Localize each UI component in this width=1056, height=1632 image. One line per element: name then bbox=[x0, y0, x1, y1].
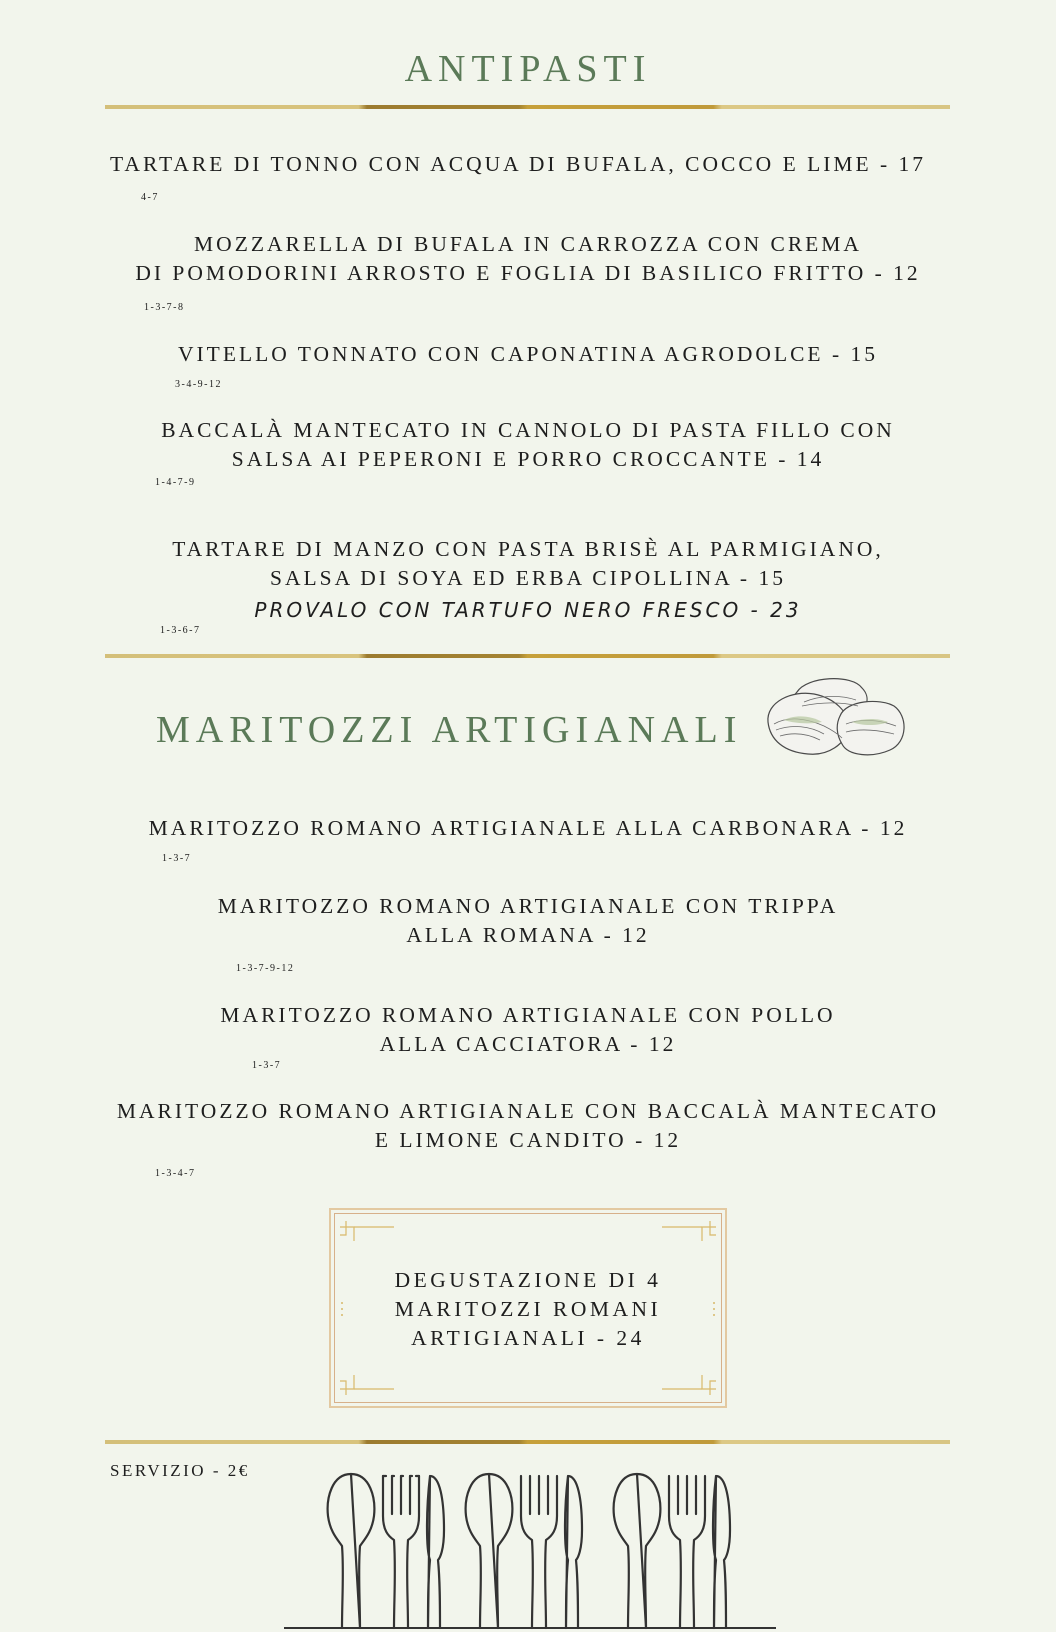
gold-divider bbox=[105, 654, 950, 658]
menu-item-line: DI POMODORINI ARROSTO E FOGLIA DI BASILICO FRITTO - 12 bbox=[135, 261, 921, 285]
allergen-codes: 1-3-4-7 bbox=[155, 1168, 196, 1179]
allergen-codes: 1-3-7-9-12 bbox=[236, 963, 295, 974]
menu-item-line: ALLA CACCIATORA - 12 bbox=[379, 1032, 677, 1056]
menu-item-line: E LIMONE CANDITO - 12 bbox=[374, 1128, 682, 1152]
menu-item-line: SALSA DI SOYA ED ERBA CIPOLLINA - 15 bbox=[270, 566, 786, 590]
allergen-codes: 1-4-7-9 bbox=[155, 477, 196, 488]
menu-item-line: BACCALÀ MANTECATO IN CANNOLO DI PASTA FILLO CON bbox=[161, 418, 895, 442]
menu-item-line: TARTARE DI TONNO CON ACQUA DI BUFALA, COCCO E LIME - 17 bbox=[110, 152, 927, 176]
menu-item-line: MARITOZZO ROMANO ARTIGIANALE CON TRIPPA bbox=[217, 894, 839, 918]
maritozzo-buns-icon bbox=[762, 672, 908, 762]
menu-item-line: TARTARE DI MANZO CON PASTA BRISÈ AL PARMIGIANO, bbox=[172, 537, 884, 561]
allergen-codes: 4-7 bbox=[141, 192, 159, 203]
allergen-codes: 1-3-7 bbox=[252, 1060, 282, 1071]
allergen-codes: 1-3-7-8 bbox=[144, 302, 185, 313]
menu-item-line: MARITOZZO ROMANO ARTIGIANALE CON POLLO bbox=[220, 1003, 836, 1027]
allergen-codes: 1-3-6-7 bbox=[160, 625, 201, 636]
menu-item-line: MARITOZZO ROMANO ARTIGIANALE ALLA CARBONARA - 12 bbox=[148, 816, 908, 840]
cutlery-icon bbox=[280, 1470, 780, 1632]
menu-item-line: MARITOZZO ROMANO ARTIGIANALE CON BACCALÀ MANTECATO bbox=[116, 1099, 940, 1123]
gold-divider bbox=[105, 1440, 950, 1444]
allergen-codes: 1-3-7 bbox=[162, 853, 192, 864]
antipasti-title: ANTIPASTI bbox=[404, 48, 652, 90]
maritozzi-title: MARITOZZI ARTIGIANALI bbox=[156, 709, 743, 751]
tasting-line: MARITOZZI ROMANI bbox=[394, 1297, 662, 1321]
menu-item-line: VITELLO TONNATO CON CAPONATINA AGRODOLCE - 15 bbox=[178, 342, 878, 366]
menu-item-line: ALLA ROMANA - 12 bbox=[406, 923, 650, 947]
service-charge: SERVIZIO - 2€ bbox=[110, 1461, 250, 1480]
gold-divider bbox=[105, 105, 950, 109]
menu-item-note: PROVALO CON TARTUFO NERO FRESCO - 23 bbox=[254, 598, 802, 622]
tasting-line: ARTIGIANALI - 24 bbox=[411, 1326, 645, 1350]
allergen-codes: 3-4-9-12 bbox=[175, 379, 222, 390]
menu-item-line: MOZZARELLA DI BUFALA IN CARROZZA CON CREMA bbox=[194, 232, 862, 256]
menu-item-line: SALSA AI PEPERONI E PORRO CROCCANTE - 14 bbox=[231, 447, 825, 471]
tasting-line: DEGUSTAZIONE DI 4 bbox=[394, 1268, 662, 1292]
